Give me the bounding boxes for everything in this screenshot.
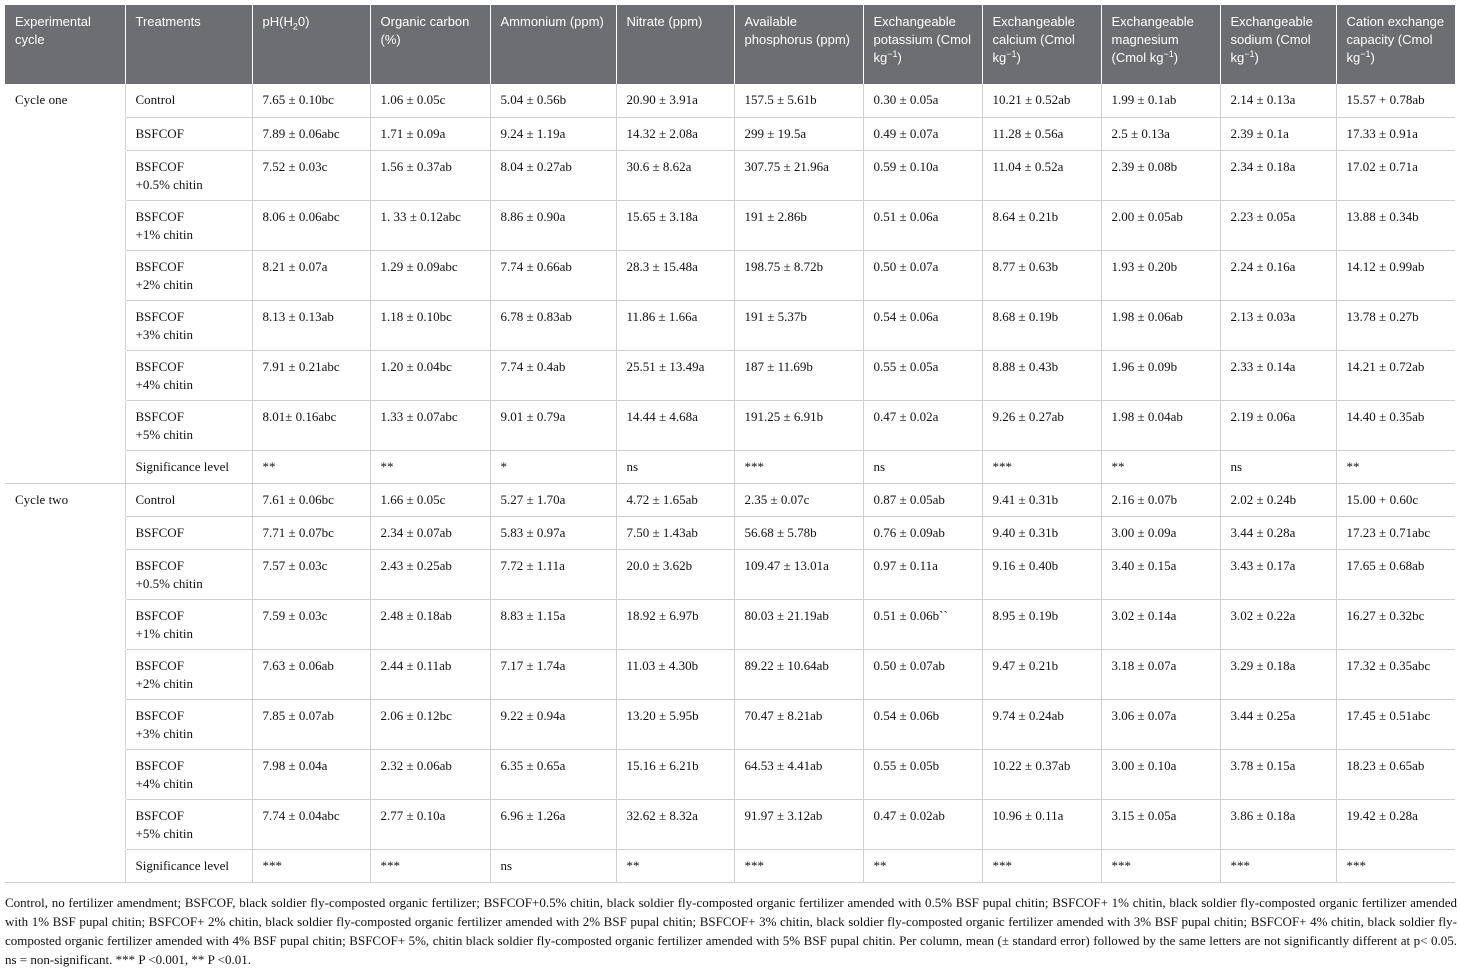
value-cell: 30.6 ± 8.62a	[616, 150, 734, 200]
value-cell: 2.43 ± 0.25ab	[370, 549, 490, 599]
value-cell: ns	[863, 450, 982, 483]
value-cell: 2.34 ± 0.18a	[1220, 150, 1336, 200]
value-cell: 1.56 ± 0.37ab	[370, 150, 490, 200]
header-available-phosphorus	[734, 5, 863, 84]
value-cell: **	[1336, 450, 1455, 483]
value-cell: ns	[490, 849, 616, 882]
treatment-cell	[125, 599, 252, 649]
value-cell: 2.13 ± 0.03a	[1220, 300, 1336, 350]
header-text: Available phosphorus (ppm)	[744, 14, 850, 47]
header-exchangeable-potassium	[863, 5, 982, 84]
value-cell: **	[863, 849, 982, 882]
value-cell: 10.96 ± 0.11a	[982, 799, 1101, 849]
value-cell: 7.74 ± 0.04abc	[252, 799, 370, 849]
value-cell: 14.12 ± 0.99ab	[1336, 250, 1455, 300]
header-treatments	[125, 5, 252, 84]
table-row	[5, 200, 1455, 250]
treatment-label: BSFCOF +4% chitin	[135, 358, 194, 392]
value-cell: 8.64 ± 0.21b	[982, 200, 1101, 250]
value-cell: 3.06 ± 0.07a	[1101, 699, 1220, 749]
value-cell: 8.77 ± 0.63b	[982, 250, 1101, 300]
value-cell: 64.53 ± 4.41ab	[734, 749, 863, 799]
header-text: Nitrate (ppm)	[626, 14, 703, 29]
value-cell: 9.22 ± 0.94a	[490, 699, 616, 749]
treatment-cell	[125, 150, 252, 200]
value-cell: 0.51 ± 0.06a	[863, 200, 982, 250]
table-footnote: Control, no fertilizer amendment; BSFCOF, black soldier fly-composted organic fertilizer; BSFCOF+0.5% chitin, black soldier fly-composted organic fertilizer amended with 0.5% BSF pupal chitin; BSFCOF+ 1% chitin, black soldier fly-composted organic fertilizer amended with 1% BSF pupal chitin; BSFCOF+ 2% chitin, black soldier fly-composted organic fertilizer amended with 2% BSF pupal chitin; BSFCOF+ 3% chitin, black soldier fly-composted organic fertilizer amended with 3% BSF pupal chitin; BSFCOF+ 4% chitin, black soldier fly-composted organic fertilizer amended with 4% BSF pupal chitin; BSFCOF+ 5%, chitin black soldier fly-composted organic fertilizer amended with 5% BSF pupal chitin. Per column, mean (± standard error) followed by the same letters are not significantly different at p< 0.05. ns = non-significant. *** P <0.001, ** P <0.01.	[5, 895, 1457, 967]
header-nitrate	[616, 5, 734, 84]
value-cell: ns	[616, 450, 734, 483]
table-row	[5, 250, 1455, 300]
value-cell: 1.66 ± 0.05c	[370, 483, 490, 516]
value-cell: ***	[1336, 849, 1455, 882]
value-cell: 17.45 ± 0.51abc	[1336, 699, 1455, 749]
value-cell: 15.57 + 0.78ab	[1336, 84, 1455, 117]
value-cell: 20.0 ± 3.62b	[616, 549, 734, 599]
value-cell: **	[252, 450, 370, 483]
treatment-cell	[125, 549, 252, 599]
value-cell: ns	[1220, 450, 1336, 483]
value-cell: 3.00 ± 0.09a	[1101, 516, 1220, 549]
value-cell: 0.30 ± 0.05a	[863, 84, 982, 117]
value-cell: 3.40 ± 0.15a	[1101, 549, 1220, 599]
value-cell: 7.89 ± 0.06abc	[252, 117, 370, 150]
treatment-label: BSFCOF	[135, 524, 184, 540]
header-text: Exchangeable magnesium (Cmol kg	[1111, 14, 1194, 65]
header-text: Exchangeable calcium (Cmol kg	[992, 14, 1075, 65]
value-cell: 7.74 ± 0.4ab	[490, 350, 616, 400]
value-cell: *	[490, 450, 616, 483]
treatment-cell	[125, 749, 252, 799]
value-cell: 3.44 ± 0.28a	[1220, 516, 1336, 549]
value-cell: 7.17 ± 1.74a	[490, 649, 616, 699]
value-cell: 80.03 ± 21.19ab	[734, 599, 863, 649]
value-cell: ***	[982, 450, 1101, 483]
value-cell: 1.06 ± 0.05c	[370, 84, 490, 117]
value-cell: 0.59 ± 0.10a	[863, 150, 982, 200]
value-cell: 14.40 ± 0.35ab	[1336, 400, 1455, 450]
header-exchangeable-magnesium	[1101, 5, 1220, 84]
value-cell: 307.75 ± 21.96a	[734, 150, 863, 200]
treatment-cell	[125, 649, 252, 699]
value-cell: **	[370, 450, 490, 483]
header-text-suffix: )	[1370, 50, 1375, 65]
value-cell: 19.42 ± 0.28a	[1336, 799, 1455, 849]
value-cell: 11.28 ± 0.56a	[982, 117, 1101, 150]
value-cell: 3.86 ± 0.18a	[1220, 799, 1336, 849]
significance-row	[5, 450, 1455, 483]
value-cell: 2.39 ± 0.1a	[1220, 117, 1336, 150]
cycle-cell	[5, 117, 125, 150]
cycle-cell	[5, 549, 125, 599]
treatment-label: BSFCOF +0.5% chitin	[135, 158, 203, 192]
value-cell: 1.98 ± 0.06ab	[1101, 300, 1220, 350]
table-row	[5, 84, 1455, 117]
treatment-cell	[125, 117, 252, 150]
treatment-label: BSFCOF +1% chitin	[135, 607, 194, 641]
value-cell: 10.22 ± 0.37ab	[982, 749, 1101, 799]
value-cell: 13.20 ± 5.95b	[616, 699, 734, 749]
value-cell: 0.97 ± 0.11a	[863, 549, 982, 599]
table-row	[5, 150, 1455, 200]
header-ph	[252, 5, 370, 84]
header-cation-exchange-capacity	[1336, 5, 1455, 84]
value-cell: 13.88 ± 0.34b	[1336, 200, 1455, 250]
value-cell: 10.21 ± 0.52ab	[982, 84, 1101, 117]
value-cell: 1.71 ± 0.09a	[370, 117, 490, 150]
value-cell: 299 ± 19.5a	[734, 117, 863, 150]
header-superscript: −1	[1244, 49, 1255, 59]
table-row	[5, 350, 1455, 400]
value-cell: 1. 33 ± 0.12abc	[370, 200, 490, 250]
value-cell: **	[616, 849, 734, 882]
value-cell: 18.92 ± 6.97b	[616, 599, 734, 649]
header-superscript: −1	[1006, 49, 1017, 59]
treatment-cell	[125, 483, 252, 516]
value-cell: 187 ± 11.69b	[734, 350, 863, 400]
table-row	[5, 549, 1455, 599]
value-cell: 16.27 ± 0.32bc	[1336, 599, 1455, 649]
value-cell: 8.86 ± 0.90a	[490, 200, 616, 250]
treatment-label: BSFCOF +3% chitin	[135, 308, 194, 342]
value-cell: 0.49 ± 0.07a	[863, 117, 982, 150]
cycle-cell	[5, 450, 125, 483]
value-cell: 2.06 ± 0.12bc	[370, 699, 490, 749]
value-cell: 0.87 ± 0.05ab	[863, 483, 982, 516]
soil-properties-table	[5, 5, 1455, 883]
value-cell: 7.59 ± 0.03c	[252, 599, 370, 649]
value-cell: 5.27 ± 1.70a	[490, 483, 616, 516]
header-experimental-cycle	[5, 5, 125, 84]
header-exchangeable-calcium	[982, 5, 1101, 84]
value-cell: 89.22 ± 10.64ab	[734, 649, 863, 699]
header-superscript: −1	[1163, 49, 1174, 59]
value-cell: 17.02 ± 0.71a	[1336, 150, 1455, 200]
value-cell: 56.68 ± 5.78b	[734, 516, 863, 549]
value-cell: 20.90 ± 3.91a	[616, 84, 734, 117]
value-cell: 17.65 ± 0.68ab	[1336, 549, 1455, 599]
cycle-cell	[5, 749, 125, 799]
value-cell: 7.71 ± 0.07bc	[252, 516, 370, 549]
header-organic-carbon	[370, 5, 490, 84]
treatment-label: Significance level	[135, 857, 229, 873]
header-text-suffix: 0)	[297, 14, 310, 29]
value-cell: 8.01± 0.16abc	[252, 400, 370, 450]
value-cell: 109.47 ± 13.01a	[734, 549, 863, 599]
value-cell: 8.04 ± 0.27ab	[490, 150, 616, 200]
value-cell: 28.3 ± 15.48a	[616, 250, 734, 300]
value-cell: 2.19 ± 0.06a	[1220, 400, 1336, 450]
header-text-suffix: )	[1254, 50, 1259, 65]
cycle-cell	[5, 200, 125, 250]
value-cell: 1.99 ± 0.1ab	[1101, 84, 1220, 117]
value-cell: 198.75 ± 8.72b	[734, 250, 863, 300]
value-cell: 14.44 ± 4.68a	[616, 400, 734, 450]
value-cell: 4.72 ± 1.65ab	[616, 483, 734, 516]
cycle-cell	[5, 250, 125, 300]
value-cell: 7.98 ± 0.04a	[252, 749, 370, 799]
significance-row	[5, 849, 1455, 882]
treatment-label: BSFCOF +2% chitin	[135, 258, 194, 292]
value-cell: 2.33 ± 0.14a	[1220, 350, 1336, 400]
treatment-cell	[125, 450, 252, 483]
value-cell: 1.18 ± 0.10bc	[370, 300, 490, 350]
header-text: pH(H	[262, 14, 293, 29]
value-cell: 25.51 ± 13.49a	[616, 350, 734, 400]
value-cell: 91.97 ± 3.12ab	[734, 799, 863, 849]
value-cell: 0.54 ± 0.06b	[863, 699, 982, 749]
treatment-label: BSFCOF	[135, 125, 184, 141]
table-row	[5, 117, 1455, 150]
header-text: Organic carbon (%)	[380, 14, 470, 47]
value-cell: 1.33 ± 0.07abc	[370, 400, 490, 450]
value-cell: 2.00 ± 0.05ab	[1101, 200, 1220, 250]
value-cell: 14.32 ± 2.08a	[616, 117, 734, 150]
table-row	[5, 483, 1455, 516]
value-cell: 2.44 ± 0.11ab	[370, 649, 490, 699]
value-cell: 1.20 ± 0.04bc	[370, 350, 490, 400]
header-text: Cation exchange capacity (Cmol kg	[1346, 14, 1445, 65]
value-cell: 2.23 ± 0.05a	[1220, 200, 1336, 250]
value-cell: 2.02 ± 0.24b	[1220, 483, 1336, 516]
value-cell: 0.47 ± 0.02a	[863, 400, 982, 450]
treatment-label: Control	[135, 92, 176, 107]
value-cell: 191.25 ± 6.91b	[734, 400, 863, 450]
value-cell: 7.50 ± 1.43ab	[616, 516, 734, 549]
value-cell: 7.63 ± 0.06ab	[252, 649, 370, 699]
value-cell: 8.21 ± 0.07a	[252, 250, 370, 300]
treatment-cell	[125, 400, 252, 450]
cycle-cell	[5, 400, 125, 450]
value-cell: ***	[982, 849, 1101, 882]
table-row	[5, 749, 1455, 799]
value-cell: 7.57 ± 0.03c	[252, 549, 370, 599]
value-cell: 11.86 ± 1.66a	[616, 300, 734, 350]
value-cell: 6.78 ± 0.83ab	[490, 300, 616, 350]
treatment-cell	[125, 699, 252, 749]
value-cell: 2.35 ± 0.07c	[734, 483, 863, 516]
value-cell: 7.91 ± 0.21abc	[252, 350, 370, 400]
cycle-cell	[5, 799, 125, 849]
value-cell: 8.13 ± 0.13ab	[252, 300, 370, 350]
table-row	[5, 649, 1455, 699]
value-cell: 11.04 ± 0.52a	[982, 150, 1101, 200]
cycle-cell: Cycle two	[15, 491, 69, 507]
treatment-cell	[125, 84, 252, 117]
value-cell: 3.29 ± 0.18a	[1220, 649, 1336, 699]
value-cell: 9.01 ± 0.79a	[490, 400, 616, 450]
header-exchangeable-sodium	[1220, 5, 1336, 84]
header-ammonium	[490, 5, 616, 84]
treatment-cell	[125, 799, 252, 849]
value-cell: 8.88 ± 0.43b	[982, 350, 1101, 400]
value-cell: 9.47 ± 0.21b	[982, 649, 1101, 699]
value-cell: 7.72 ± 1.11a	[490, 549, 616, 599]
value-cell: ***	[1101, 849, 1220, 882]
value-cell: 0.50 ± 0.07ab	[863, 649, 982, 699]
value-cell: 7.74 ± 0.66ab	[490, 250, 616, 300]
treatment-cell	[125, 350, 252, 400]
value-cell: 3.18 ± 0.07a	[1101, 649, 1220, 699]
header-text: Ammonium (ppm)	[500, 14, 604, 29]
value-cell: 8.83 ± 1.15a	[490, 599, 616, 649]
treatment-label: BSFCOF +4% chitin	[135, 757, 194, 791]
treatment-label: BSFCOF +2% chitin	[135, 657, 194, 691]
cycle-cell	[5, 300, 125, 350]
value-cell: 0.50 ± 0.07a	[863, 250, 982, 300]
cycle-cell	[5, 649, 125, 699]
header-row	[5, 5, 1455, 84]
value-cell: 2.48 ± 0.18ab	[370, 599, 490, 649]
table-row	[5, 400, 1455, 450]
value-cell: ***	[734, 450, 863, 483]
value-cell: 0.51 ± 0.06b``	[863, 599, 982, 649]
treatment-cell	[125, 849, 252, 882]
table-row	[5, 300, 1455, 350]
value-cell: 9.16 ± 0.40b	[982, 549, 1101, 599]
value-cell: 3.78 ± 0.15a	[1220, 749, 1336, 799]
value-cell: 15.16 ± 6.21b	[616, 749, 734, 799]
value-cell: 2.39 ± 0.08b	[1101, 150, 1220, 200]
value-cell: 17.33 ± 0.91a	[1336, 117, 1455, 150]
treatment-label: Control	[135, 491, 176, 507]
treatment-label: BSFCOF +5% chitin	[135, 807, 194, 841]
value-cell: 3.00 ± 0.10a	[1101, 749, 1220, 799]
header-superscript: −1	[1360, 49, 1371, 59]
value-cell: 7.61 ± 0.06bc	[252, 483, 370, 516]
table-row	[5, 516, 1455, 549]
value-cell: 1.93 ± 0.20b	[1101, 250, 1220, 300]
table-row	[5, 799, 1455, 849]
value-cell: 2.32 ± 0.06ab	[370, 749, 490, 799]
value-cell: 2.14 ± 0.13a	[1220, 84, 1336, 117]
cycle-cell	[5, 699, 125, 749]
value-cell: 8.68 ± 0.19b	[982, 300, 1101, 350]
value-cell: 70.47 ± 8.21ab	[734, 699, 863, 749]
value-cell: 1.96 ± 0.09b	[1101, 350, 1220, 400]
header-text: Treatments	[135, 14, 201, 29]
value-cell: 18.23 ± 0.65ab	[1336, 749, 1455, 799]
treatment-cell	[125, 516, 252, 549]
header-text-suffix: )	[1173, 50, 1179, 65]
header-text: Experimental cycle	[15, 14, 91, 47]
cycle-cell	[5, 849, 125, 882]
value-cell: 3.15 ± 0.05a	[1101, 799, 1220, 849]
treatment-cell	[125, 300, 252, 350]
value-cell: 15.65 ± 3.18a	[616, 200, 734, 250]
value-cell: 5.83 ± 0.97a	[490, 516, 616, 549]
treatment-label: BSFCOF +5% chitin	[135, 408, 194, 442]
value-cell: 2.34 ± 0.07ab	[370, 516, 490, 549]
value-cell: **	[1101, 450, 1220, 483]
value-cell: 5.04 ± 0.56b	[490, 84, 616, 117]
value-cell: 17.32 ± 0.35abc	[1336, 649, 1455, 699]
value-cell: 157.5 ± 5.61b	[734, 84, 863, 117]
value-cell: 3.02 ± 0.22a	[1220, 599, 1336, 649]
value-cell: 9.26 ± 0.27ab	[982, 400, 1101, 450]
value-cell: 191 ± 5.37b	[734, 300, 863, 350]
value-cell: 3.02 ± 0.14a	[1101, 599, 1220, 649]
treatment-cell	[125, 250, 252, 300]
value-cell: 3.43 ± 0.17a	[1220, 549, 1336, 599]
value-cell: 9.40 ± 0.31b	[982, 516, 1101, 549]
header-text: Exchangeable sodium (Cmol kg	[1230, 14, 1313, 65]
value-cell: 0.76 ± 0.09ab	[863, 516, 982, 549]
cycle-cell	[5, 350, 125, 400]
header-subscript: 2	[292, 21, 298, 32]
value-cell: 7.85 ± 0.07ab	[252, 699, 370, 749]
value-cell: 6.35 ± 0.65a	[490, 749, 616, 799]
value-cell: ***	[370, 849, 490, 882]
table-row	[5, 699, 1455, 749]
value-cell: 0.55 ± 0.05b	[863, 749, 982, 799]
table-row	[5, 599, 1455, 649]
value-cell: 9.74 ± 0.24ab	[982, 699, 1101, 749]
value-cell: 3.44 ± 0.25a	[1220, 699, 1336, 749]
value-cell: ***	[734, 849, 863, 882]
cycle-cell	[5, 150, 125, 200]
value-cell: 0.55 ± 0.05a	[863, 350, 982, 400]
value-cell: 13.78 ± 0.27b	[1336, 300, 1455, 350]
value-cell: 7.65 ± 0.10bc	[252, 84, 370, 117]
value-cell: 2.5 ± 0.13a	[1101, 117, 1220, 150]
value-cell: 1.29 ± 0.09abc	[370, 250, 490, 300]
table-header	[5, 5, 1455, 84]
value-cell: 32.62 ± 8.32a	[616, 799, 734, 849]
header-text-suffix: )	[897, 50, 902, 65]
cycle-cell: Cycle one	[15, 92, 68, 107]
table-body	[5, 84, 1455, 882]
header-text-suffix: )	[1016, 50, 1021, 65]
value-cell: 0.47 ± 0.02ab	[863, 799, 982, 849]
value-cell: 7.52 ± 0.03c	[252, 150, 370, 200]
value-cell: 9.24 ± 1.19a	[490, 117, 616, 150]
value-cell: ***	[1220, 849, 1336, 882]
treatment-label: Significance level	[135, 458, 229, 474]
value-cell: 17.23 ± 0.71abc	[1336, 516, 1455, 549]
value-cell: ***	[252, 849, 370, 882]
cycle-cell	[5, 516, 125, 549]
header-superscript: −1	[887, 49, 898, 59]
cycle-cell	[5, 599, 125, 649]
value-cell: 0.54 ± 0.06a	[863, 300, 982, 350]
value-cell: 2.77 ± 0.10a	[370, 799, 490, 849]
value-cell: 14.21 ± 0.72ab	[1336, 350, 1455, 400]
header-text: Exchangeable potassium (Cmol kg	[873, 14, 972, 65]
value-cell: 6.96 ± 1.26a	[490, 799, 616, 849]
value-cell: 2.24 ± 0.16a	[1220, 250, 1336, 300]
value-cell: 191 ± 2.86b	[734, 200, 863, 250]
value-cell: 8.95 ± 0.19b	[982, 599, 1101, 649]
treatment-label: BSFCOF +1% chitin	[135, 208, 194, 242]
value-cell: 8.06 ± 0.06abc	[252, 200, 370, 250]
treatment-cell	[125, 200, 252, 250]
value-cell: 15.00 + 0.60c	[1336, 483, 1455, 516]
value-cell: 2.16 ± 0.07b	[1101, 483, 1220, 516]
value-cell: 11.03 ± 4.30b	[616, 649, 734, 699]
value-cell: 1.98 ± 0.04ab	[1101, 400, 1220, 450]
treatment-label: BSFCOF +0.5% chitin	[135, 557, 203, 591]
treatment-label: BSFCOF +3% chitin	[135, 707, 194, 741]
value-cell: 9.41 ± 0.31b	[982, 483, 1101, 516]
